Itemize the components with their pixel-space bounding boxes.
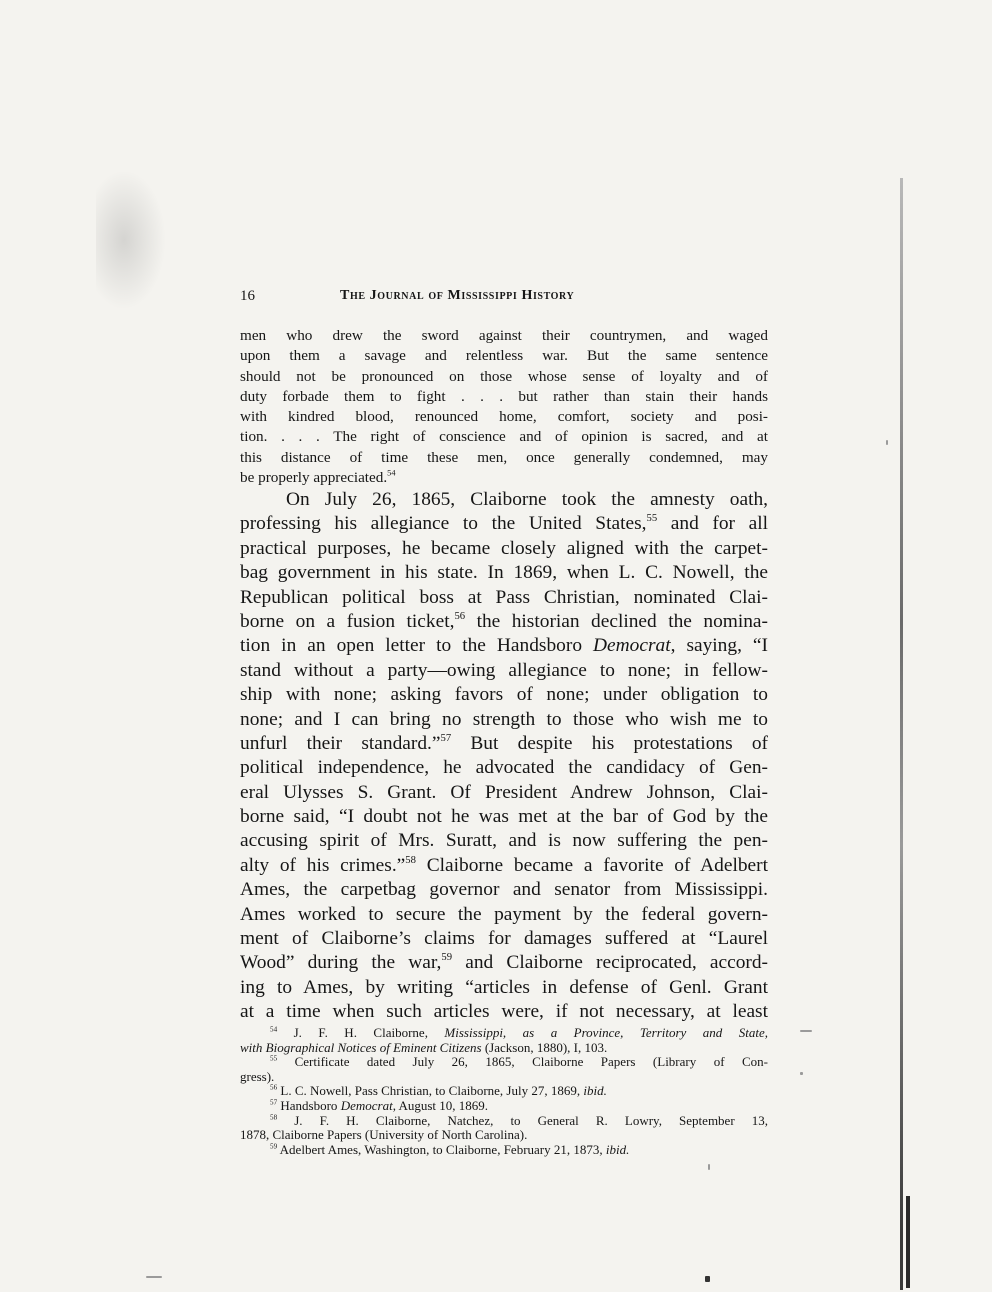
- footnote-number: 59: [270, 1142, 278, 1151]
- footnote-ref: 56: [454, 609, 466, 622]
- body-text: But despite his protestations of: [451, 732, 768, 754]
- footnote-text: (Jackson, 1880), I, 103.: [481, 1039, 608, 1055]
- body-text: tion in an open letter to the Handsboro: [240, 635, 594, 657]
- footnote-text: J. F. H. Claiborne, Natchez, to General R. Lowry, September 13,: [277, 1112, 768, 1128]
- footnote-text: , August 10, 1869.: [392, 1097, 489, 1113]
- footnote-55: [240, 1055, 768, 1070]
- footnote-number: 55: [270, 1054, 278, 1063]
- body-line: Ames worked to secure the payment by the federal govern-: [240, 903, 768, 925]
- italic-text: ibid.: [583, 1083, 607, 1099]
- body-text: , saying, “I: [670, 635, 768, 657]
- body-line: political independence, he advocated the candidacy of Gen-: [240, 757, 768, 779]
- body-paragraph: [240, 488, 768, 1025]
- footnote-number: 58: [270, 1113, 278, 1122]
- body-line: accusing spirit of Mrs. Suratt, and is now suffering the pen-: [240, 830, 768, 852]
- body-text: and Claiborne reciprocated, accord-: [452, 952, 769, 974]
- footnote-ref: 58: [405, 853, 416, 866]
- footnote-text: Adelbert Ames, Washington, to Claiborne, February 21, 1873,: [277, 1141, 606, 1157]
- journal-title: The Journal of Mississippi History: [340, 288, 575, 303]
- quote-line: duty forbade them to fight . . . but rather than stain their hands: [240, 387, 768, 405]
- footnote-58-cont: 1878, Claiborne Papers (University of North Carolina).: [240, 1127, 528, 1143]
- scan-speck: [705, 1276, 710, 1282]
- body-text: the historian declined the nomina-: [465, 610, 768, 632]
- footnote-ref: 59: [441, 951, 453, 964]
- footnote-number: 57: [270, 1098, 278, 1107]
- quote-line: men who drew the sword against their countrymen, and waged: [240, 327, 768, 344]
- footnote-ref: 57: [440, 731, 452, 744]
- body-line: borne said, “I doubt not he was met at the bar of God by the: [240, 806, 768, 828]
- scan-speck: [800, 1030, 812, 1032]
- body-line: [240, 634, 768, 658]
- scan-edge-right: [900, 178, 903, 1290]
- body-line: [240, 854, 768, 878]
- body-text: professing his allegiance to the United States,: [240, 513, 647, 535]
- scan-speck: [886, 440, 888, 445]
- body-text: borne on a fusion ticket,: [240, 610, 455, 632]
- scan-speck: [146, 1276, 162, 1278]
- footnote-56: [240, 1084, 768, 1099]
- footnote-text: Handsboro: [277, 1097, 341, 1113]
- body-line: [240, 512, 768, 536]
- body-line: stand without a party—owing allegiance to none; in fellow-: [240, 659, 768, 681]
- body-text: Wood” during the war,: [240, 952, 442, 974]
- footnote-text: J. F. H. Claiborne,: [277, 1025, 445, 1040]
- footnote-59: [240, 1143, 768, 1158]
- body-line: On July 26, 1865, Claiborne took the amnesty oath,: [286, 489, 768, 510]
- body-line: [240, 951, 768, 975]
- body-line: bag government in his state. In 1869, when L. C. Nowell, the: [240, 562, 768, 584]
- footnote-number: 56: [270, 1084, 278, 1093]
- italic-text: Democrat: [593, 635, 671, 657]
- body-line: ing to Ames, by writing “articles in defense of Genl. Grant: [240, 976, 768, 998]
- body-line: practical purposes, he became closely aligned with the carpet-: [240, 537, 768, 559]
- footnote-ref: 55: [646, 512, 658, 525]
- running-head: [240, 286, 768, 308]
- quote-text: be properly appreciated.: [240, 469, 388, 487]
- body-text: unfurl their standard.”: [240, 732, 441, 754]
- quote-line: tion. . . . The right of conscience and of opinion is sacred, and at: [240, 428, 768, 446]
- body-line: Ames, the carpetbag governor and senator from Mississippi.: [240, 879, 768, 901]
- quote-line: should not be pronounced on those whose sense of loyalty and of: [240, 367, 768, 385]
- body-text: and for all: [657, 513, 769, 535]
- footnote-54-cont: [240, 1041, 768, 1056]
- body-line: [240, 732, 768, 756]
- footnote-number: 54: [270, 1025, 278, 1034]
- page-number: 16: [240, 288, 255, 304]
- scan-speck: [800, 1072, 803, 1075]
- italic-text: ibid.: [605, 1141, 630, 1157]
- scan-edge-right-lower: [906, 1196, 910, 1288]
- footnotes: [240, 1026, 768, 1157]
- body-line: [240, 610, 768, 634]
- footnote-57: [240, 1099, 768, 1114]
- block-quotation: [240, 326, 768, 488]
- quote-line: this distance of time these men, once generally condemned, may: [240, 448, 768, 466]
- footnote-58: [240, 1114, 768, 1129]
- footnote-55-cont: gress).: [240, 1068, 275, 1084]
- body-line: Republican political boss at Pass Christian, nominated Clai-: [240, 586, 768, 608]
- body-text: alty of his crimes.”: [240, 854, 406, 876]
- quote-line: [240, 468, 768, 488]
- italic-text: with Biographical Notices of Eminent Citizens: [240, 1039, 482, 1055]
- quote-line: upon them a savage and relentless war. But the same sentence: [240, 347, 768, 365]
- body-line: ship with none; asking favors of none; under obligation to: [240, 684, 768, 706]
- scan-shadow-left: [96, 170, 166, 310]
- scan-speck: [708, 1164, 710, 1170]
- italic-text: Mississippi, as a Province, Territory and State,: [444, 1025, 769, 1040]
- body-line: eral Ulysses S. Grant. Of President Andrew Johnson, Clai-: [240, 781, 768, 803]
- footnote-ref: 54: [387, 468, 396, 478]
- footnote-text: L. C. Nowell, Pass Christian, to Claiborne, July 27, 1869,: [277, 1083, 584, 1099]
- footnote-54: [240, 1026, 768, 1041]
- footnote-text: Certificate dated July 26, 1865, Claiborne Papers (Library of Con-: [277, 1054, 768, 1070]
- italic-text: Democrat: [340, 1097, 393, 1113]
- quote-line: with kindred blood, renounced home, comfort, society and posi-: [240, 408, 768, 426]
- body-line: at a time when such articles were, if not necessary, at least: [240, 1001, 768, 1023]
- body-line: none; and I can bring no strength to those who wish me to: [240, 708, 768, 730]
- body-line: ment of Claiborne’s claims for damages suffered at “Laurel: [240, 928, 768, 950]
- body-text: Claiborne became a favorite of Adelbert: [415, 854, 768, 876]
